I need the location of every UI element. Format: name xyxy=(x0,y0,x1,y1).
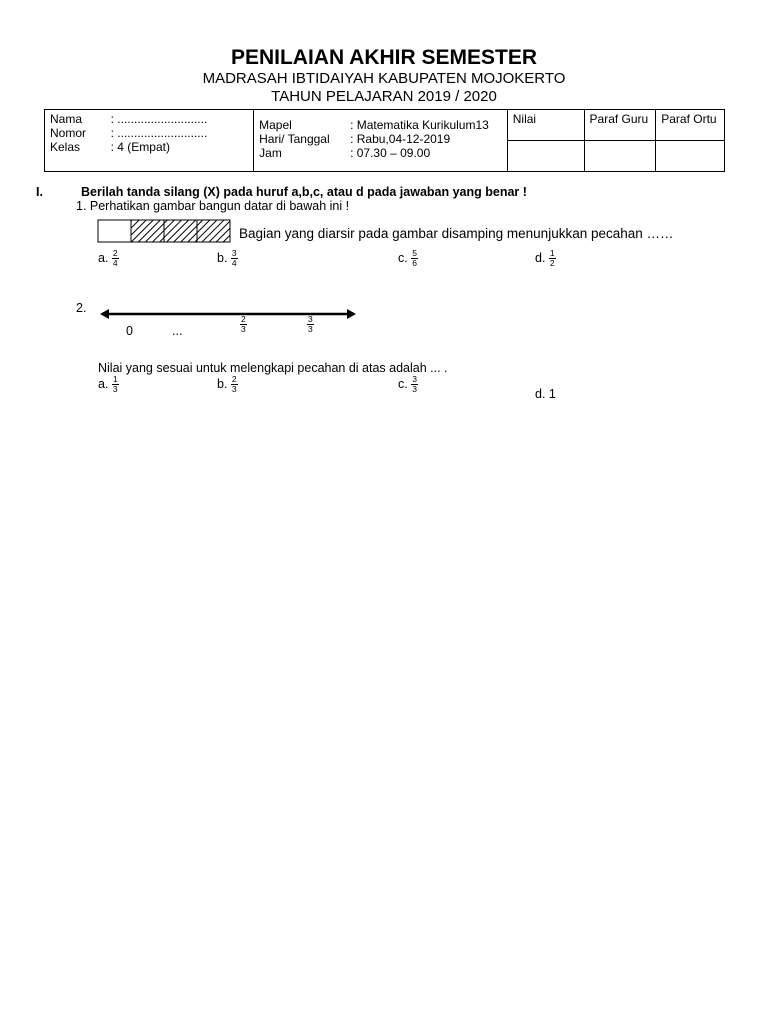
mapel-label: Mapel xyxy=(259,118,292,132)
student-info-table xyxy=(44,109,725,172)
section-instruction: Berilah tanda silang (X) pada huruf a,b,c, atau d pada jawaban yang benar ! xyxy=(81,185,527,199)
q2-zero: 0 xyxy=(126,324,133,338)
q2-option-c[interactable]: c. $\frac{3}{3}$ xyxy=(398,374,417,394)
q2-text: Nilai yang sesuai untuk melengkapi pecahan di atas adalah ... . xyxy=(98,361,448,375)
q1-option-a[interactable]: a. $\frac{2}{4}$ xyxy=(98,248,118,268)
q2-option-a[interactable]: a. $\frac{1}{3}$ xyxy=(98,374,118,394)
paraf-guru-label: Paraf Guru xyxy=(584,110,656,141)
nomor-field[interactable]: : ........................... xyxy=(110,126,208,140)
q1-option-d[interactable]: d. $\frac{1}{2}$ xyxy=(535,248,555,268)
mapel-value: : Matematika Kurikulum13 xyxy=(350,118,489,132)
q1-shaded-part xyxy=(131,220,164,242)
nilai-label: Nilai xyxy=(507,110,584,141)
q1-shape xyxy=(97,219,233,243)
paraf-ortu-box[interactable] xyxy=(656,141,725,172)
school-name: MADRASAH IBTIDAIYAH KABUPATEN MOJOKERTO xyxy=(202,70,566,87)
q2-fraction-1: $\frac{2}{3}$ xyxy=(241,314,246,334)
q1-option-c[interactable]: c. $\frac{5}{6}$ xyxy=(398,248,417,268)
jam-value: : 07.30 – 09.00 xyxy=(350,146,431,160)
nilai-box[interactable] xyxy=(507,141,584,172)
section-number: I. xyxy=(36,185,43,199)
q1-option-b[interactable]: b. $\frac{3}{4}$ xyxy=(217,248,237,268)
academic-year: TAHUN PELAJARAN 2019 / 2020 xyxy=(271,88,497,105)
paraf-guru-box[interactable] xyxy=(584,141,656,172)
q1-unshaded-part xyxy=(98,220,131,242)
nama-label: Nama xyxy=(50,112,83,126)
q2-option-d[interactable]: d. 1 xyxy=(535,387,556,401)
q1-caption: Bagian yang diarsir pada gambar disamping menunjukkan pecahan …… xyxy=(239,226,674,241)
jam-label: Jam xyxy=(259,146,282,160)
q1-shaded-part xyxy=(164,220,197,242)
q2-dots: ... xyxy=(172,324,183,338)
hari-label: Hari/ Tanggal xyxy=(259,132,330,146)
paraf-ortu-label: Paraf Ortu xyxy=(656,110,725,141)
q1-shaded-part xyxy=(197,220,230,242)
nama-field[interactable]: : ........................... xyxy=(110,112,208,126)
kelas-value: : 4 (Empat) xyxy=(110,140,170,154)
q2-number: 2. xyxy=(76,301,87,315)
hari-value: : Rabu,04-12-2019 xyxy=(350,132,451,146)
q2-fraction-2: $\frac{3}{3}$ xyxy=(308,314,313,334)
q1-text: 1. Perhatikan gambar bangun datar di bawah ini ! xyxy=(76,199,350,213)
q2-number-line xyxy=(100,306,356,322)
exam-title: PENILAIAN AKHIR SEMESTER xyxy=(230,46,538,69)
kelas-label: Kelas xyxy=(50,140,81,154)
q2-option-b[interactable]: b. $\frac{2}{3}$ xyxy=(217,374,237,394)
nomor-label: Nomor xyxy=(50,126,87,140)
